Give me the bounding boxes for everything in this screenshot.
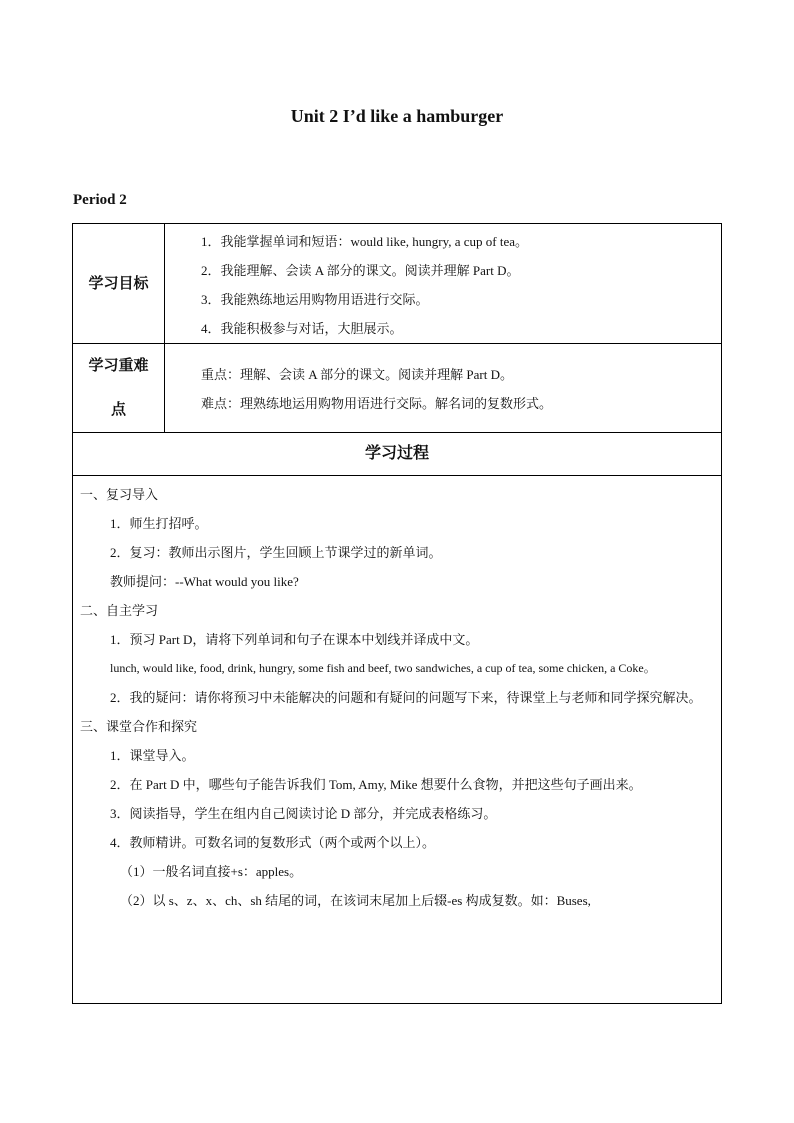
- goals-label: 学习目标: [73, 224, 165, 344]
- section-1-line-1: 1．师生打招呼。: [110, 516, 208, 531]
- key-points-row: [73, 344, 722, 433]
- goals-row: [73, 224, 722, 344]
- key-points-label: 学习重难点: [73, 344, 165, 433]
- goal-item-3: 3．我能熟练地运用购物用语进行交际。: [201, 292, 429, 307]
- key-points-content: [165, 344, 722, 433]
- process-body: [73, 476, 722, 1004]
- section-2-line-3: 2．我的疑问：请你将预习中未能解决的问题和有疑问的问题写下来，待课堂上与老师和同学探究解决。: [110, 690, 702, 705]
- period-label: Period 2: [73, 192, 127, 208]
- section-2-title: 二、自主学习: [80, 603, 159, 618]
- goals-content: [165, 224, 722, 344]
- section-2-vocab: lunch, would like, food, drink, hungry, some fish and beef, two sandwiches, a cup of tea, some chicken, a Coke。: [110, 661, 656, 675]
- section-3-line-3: 3．阅读指导，学生在组内自己阅读讨论 D 部分，并完成表格练习。: [110, 806, 497, 821]
- section-3-line-6: （2）以 s、z、x、ch、sh 结尾的词，在该词末尾加上后辍-es 构成复数。如：Buses,: [120, 893, 591, 908]
- section-3-line-1: 1．课堂导入。: [110, 748, 195, 763]
- section-1-title: 一、复习导入: [80, 487, 159, 502]
- section-3-line-5: （1）一般名词直接+s：apples。: [120, 864, 303, 879]
- goal-item-4: 4．我能积极参与对话，大胆展示。: [201, 321, 403, 336]
- lesson-table: [72, 223, 722, 1004]
- process-body-row: [73, 476, 722, 1004]
- section-3-line-4: 4．教师精讲。可数名词的复数形式（两个或两个以上）。: [110, 835, 436, 850]
- section-3-title: 三、课堂合作和探究: [80, 719, 198, 734]
- key-point-item-1: 重点：理解、会读 A 部分的课文。阅读并理解 Part D。: [201, 367, 514, 382]
- key-point-item-2: 难点：理熟练地运用购物用语进行交际。解名词的复数形式。: [201, 396, 553, 411]
- section-1-line-2: 2．复习：教师出示图片，学生回顾上节课学过的新单词。: [110, 545, 442, 560]
- process-heading-row: [73, 433, 722, 476]
- goal-item-1: 1．我能掌握单词和短语：would like, hungry, a cup of tea。: [201, 234, 528, 249]
- goal-item-2: 2．我能理解、会读 A 部分的课文。阅读并理解 Part D。: [201, 263, 520, 278]
- section-1-line-3: 教师提问：--What would you like?: [110, 574, 299, 589]
- section-3-line-2: 2．在 Part D 中，哪些句子能告诉我们 Tom, Amy, Mike 想要什么食物，并把这些句子画出来。: [110, 777, 642, 792]
- document-title: Unit 2 I’d like a hamburger: [290, 106, 504, 126]
- process-heading: 学习过程: [73, 433, 722, 476]
- section-2-line-1: 1．预习 Part D，请将下列单词和句子在课本中划线并译成中文。: [110, 632, 479, 647]
